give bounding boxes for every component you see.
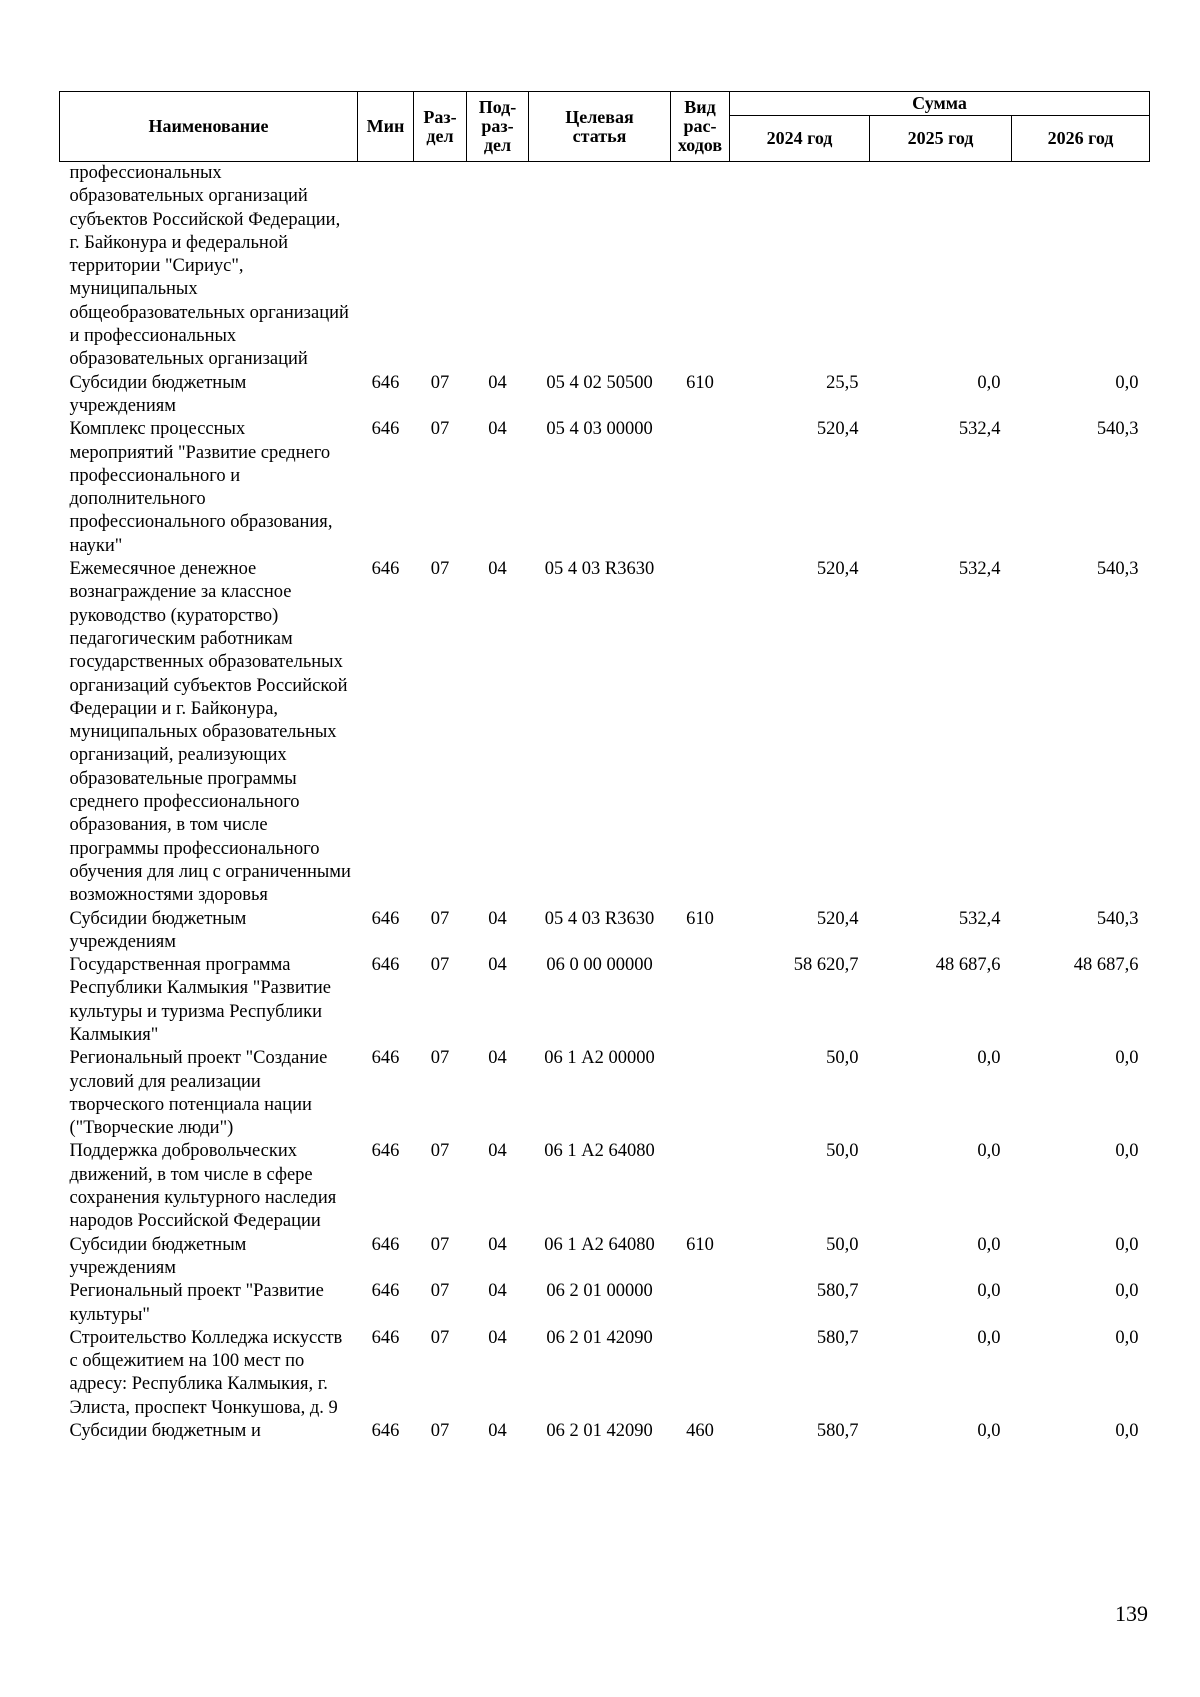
row-sum-2025 (870, 162, 1012, 372)
row-min: 646 (371, 1141, 400, 1162)
row-min: 646 (371, 908, 400, 929)
row-min: 646 (371, 1327, 400, 1348)
header-year-2026: 2026 год (1012, 116, 1150, 162)
table-row (60, 418, 1150, 558)
row-sum-2026: 0,0 (1115, 1421, 1139, 1442)
row-vid (671, 558, 730, 907)
row-vid: 610 (686, 908, 714, 929)
row-name: Субсидии бюджетным учреждениям (69, 1234, 247, 1278)
header-celevaya: Целевая статья (529, 92, 671, 162)
budget-page (59, 91, 1149, 1443)
row-sum-2024: 520,4 (816, 908, 859, 929)
row-name: Субсидии бюджетным учреждениям (69, 372, 247, 416)
row-sum-2026: 0,0 (1115, 372, 1139, 393)
row-min: 646 (371, 1234, 400, 1255)
row-celevaya: 06 0 00 00000 (546, 955, 653, 976)
row-podrazdel: 04 (488, 1234, 507, 1255)
row-vid (671, 1280, 730, 1327)
row-name: Субсидии бюджетным и (69, 1421, 261, 1442)
row-sum-2025: 0,0 (977, 1048, 1001, 1069)
table-row (60, 1327, 1150, 1420)
row-podrazdel: 04 (488, 419, 507, 440)
header-name: Наименование (60, 92, 358, 162)
row-sum-2024: 50,0 (826, 1048, 859, 1069)
row-sum-2025: 0,0 (977, 1234, 1001, 1255)
row-sum-2026: 540,3 (1096, 908, 1139, 929)
header-vid: Вид рас- ходов (671, 92, 730, 162)
row-name: Поддержка добровольческих движений, в том числе в сфере сохранения культурного наследия народов Российской Федерации (69, 1141, 337, 1232)
row-razdel: 07 (430, 372, 450, 393)
row-celevaya: 06 1 А2 00000 (544, 1048, 655, 1069)
row-podrazdel: 04 (488, 1281, 507, 1302)
row-min: 646 (371, 372, 400, 393)
table-row (60, 558, 1150, 907)
row-vid: 610 (686, 1234, 714, 1255)
table-row (60, 1140, 1150, 1233)
row-celevaya: 06 2 01 00000 (546, 1281, 653, 1302)
row-razdel: 07 (430, 955, 450, 976)
row-sum-2025: 532,4 (958, 908, 1001, 929)
table-row (60, 1047, 1150, 1140)
header-razdel: Раз- дел (414, 92, 467, 162)
row-min: 646 (371, 1421, 400, 1442)
row-vid (671, 954, 730, 1047)
row-celevaya: 06 1 А2 64080 (544, 1141, 655, 1162)
row-sum-2024: 58 620,7 (793, 955, 859, 976)
row-podrazdel: 04 (488, 1048, 507, 1069)
row-name: Комплекс процессных мероприятий "Развитие среднего профессионального и дополнительного профессионального образования, науки" (69, 419, 333, 556)
row-celevaya: 05 4 02 50500 (546, 372, 653, 393)
row-sum-2026: 0,0 (1115, 1141, 1139, 1162)
row-celevaya: 05 4 03 R3630 (544, 908, 655, 929)
row-sum-2025: 532,4 (958, 559, 1001, 580)
row-sum-2026 (1012, 162, 1150, 372)
row-razdel: 07 (430, 1234, 450, 1255)
row-vid (671, 1047, 730, 1140)
row-sum-2024: 25,5 (826, 372, 859, 393)
header-year-2024: 2024 год (730, 116, 870, 162)
row-razdel: 07 (430, 1421, 450, 1442)
row-podrazdel: 04 (488, 1327, 507, 1348)
row-podrazdel: 04 (488, 559, 507, 580)
row-min (358, 162, 414, 372)
row-podrazdel (467, 162, 529, 372)
row-vid: 610 (686, 372, 714, 393)
row-podrazdel: 04 (488, 908, 507, 929)
table-row (60, 372, 1150, 419)
row-min: 646 (371, 1281, 400, 1302)
row-sum-2026: 0,0 (1115, 1234, 1139, 1255)
row-razdel: 07 (430, 419, 450, 440)
table-body (60, 162, 1150, 1444)
header-podrazdel: Под- раз- дел (467, 92, 529, 162)
row-razdel: 07 (430, 908, 450, 929)
budget-table (59, 91, 1150, 1443)
row-sum-2024: 520,4 (816, 419, 859, 440)
row-vid (671, 162, 730, 372)
row-name: Региональный проект "Развитие культуры" (69, 1281, 324, 1325)
row-sum-2024: 520,4 (816, 559, 859, 580)
row-name: Субсидии бюджетным учреждениям (69, 908, 247, 952)
row-name: Государственная программа Республики Калмыкия "Развитие культуры и туризма Республики Калмыкия" (69, 955, 331, 1045)
row-podrazdel: 04 (488, 955, 507, 976)
row-sum-2025: 0,0 (977, 372, 1001, 393)
row-celevaya (529, 162, 671, 372)
row-sum-2025: 0,0 (977, 1327, 1001, 1348)
table-header (60, 92, 1150, 162)
header-year-2025: 2025 год (870, 116, 1012, 162)
row-vid: 460 (686, 1421, 714, 1442)
row-sum-2026: 0,0 (1115, 1281, 1139, 1302)
row-razdel (414, 162, 467, 372)
row-celevaya: 06 2 01 42090 (546, 1327, 653, 1348)
row-min: 646 (371, 955, 400, 976)
row-vid (671, 1327, 730, 1420)
row-razdel: 07 (430, 1141, 450, 1162)
row-name: Региональный проект "Создание условий для реализации творческого потенциала нации ("Творческие люди") (69, 1048, 328, 1139)
row-sum-2026: 0,0 (1115, 1048, 1139, 1069)
row-sum-2024: 580,7 (816, 1281, 859, 1302)
row-celevaya: 06 2 01 42090 (546, 1421, 653, 1442)
table-row (60, 1280, 1150, 1327)
row-razdel: 07 (430, 1281, 450, 1302)
row-sum-2024: 50,0 (826, 1234, 859, 1255)
header-summa: Сумма (730, 92, 1150, 116)
row-sum-2025: 0,0 (977, 1421, 1001, 1442)
row-sum-2024: 580,7 (816, 1327, 859, 1348)
row-sum-2026: 48 687,6 (1073, 955, 1139, 976)
row-podrazdel: 04 (488, 1141, 507, 1162)
header-min: Мин (358, 92, 414, 162)
row-min: 646 (371, 559, 400, 580)
row-celevaya: 05 4 03 R3630 (544, 559, 655, 580)
row-name: профессиональных образовательных организаций субъектов Российской Федерации, г. Байконура и федеральной территории "Сириус", муниципальных общеобразовательных организаций и профессиональных образовательных организаций (69, 163, 349, 370)
table-row (60, 908, 1150, 955)
row-name: Строительство Колледжа искусств с общежитием на 100 мест по адресу: Республика Калмыкия, г. Элиста, проспект Чонкушова, д. 9 (69, 1327, 343, 1418)
page-number: 139 (1115, 1601, 1148, 1626)
row-celevaya: 05 4 03 00000 (546, 419, 653, 440)
row-sum-2024: 50,0 (826, 1141, 859, 1162)
row-sum-2024: 580,7 (816, 1421, 859, 1442)
row-vid (671, 1140, 730, 1233)
row-sum-2026: 0,0 (1115, 1327, 1139, 1348)
row-sum-2026: 540,3 (1096, 559, 1139, 580)
row-name: Ежемесячное денежное вознаграждение за классное руководство (кураторство) педагогическим работникам государственных образовательных организаций субъектов Российской Федерации и г. Байконура, муниципальных образовательных организаций, реализующих образовательные программы среднего профессионального образования, в том числе программы профессионального обучения для лиц с ограниченными возможностями здоровья (69, 559, 351, 906)
table-row (60, 954, 1150, 1047)
row-sum-2025: 48 687,6 (935, 955, 1001, 976)
row-sum-2025: 0,0 (977, 1141, 1001, 1162)
table-row (60, 1420, 1150, 1443)
row-podrazdel: 04 (488, 372, 507, 393)
row-sum-2024 (730, 162, 870, 372)
table-row (60, 1234, 1150, 1281)
row-razdel: 07 (430, 1327, 450, 1348)
table-row (60, 162, 1150, 372)
row-sum-2026: 540,3 (1096, 419, 1139, 440)
row-sum-2025: 532,4 (958, 419, 1001, 440)
row-podrazdel: 04 (488, 1421, 507, 1442)
row-sum-2025: 0,0 (977, 1281, 1001, 1302)
row-razdel: 07 (430, 1048, 450, 1069)
row-min: 646 (371, 419, 400, 440)
row-celevaya: 06 1 А2 64080 (544, 1234, 655, 1255)
row-razdel: 07 (430, 559, 450, 580)
row-vid (671, 418, 730, 558)
row-min: 646 (371, 1048, 400, 1069)
